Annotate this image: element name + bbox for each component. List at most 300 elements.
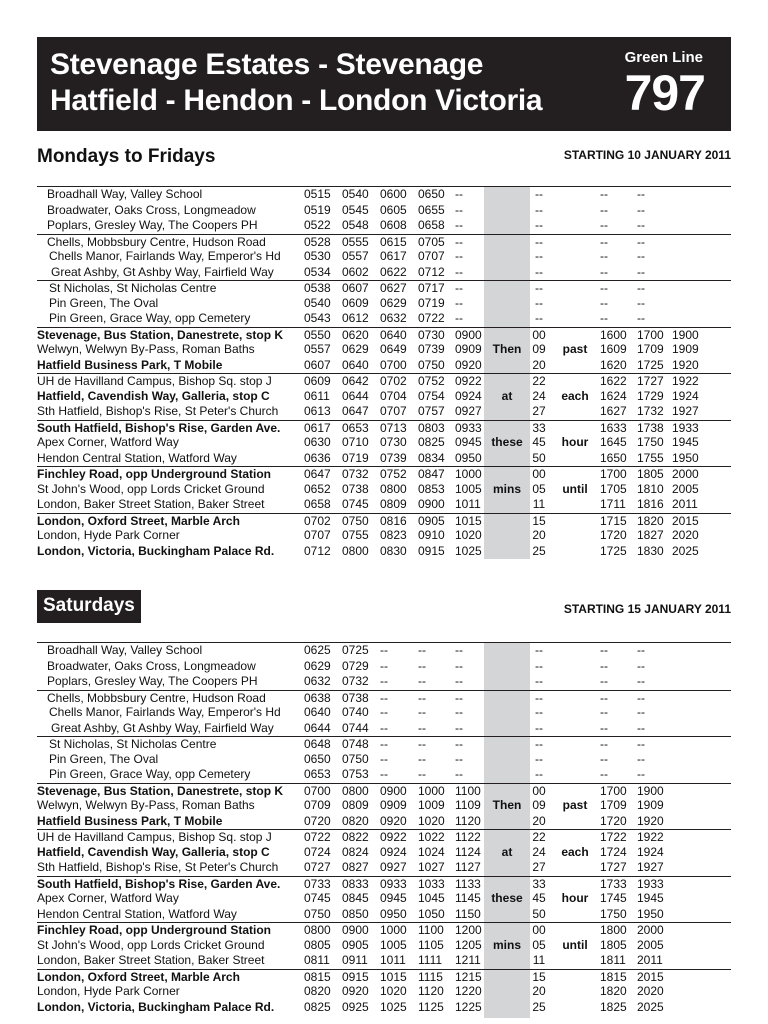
departure-time: 0805	[304, 937, 331, 952]
timetable-row	[37, 249, 731, 265]
departure-time: 1920	[637, 813, 664, 828]
departure-time: 0920	[455, 357, 482, 372]
minutes-past-hour: --	[535, 281, 543, 295]
departure-time: 0825	[418, 435, 445, 449]
departure-time: 1816	[637, 497, 664, 511]
departure-time: 1011	[455, 497, 481, 511]
stop-name: London, Oxford Street, Marble Arch	[37, 513, 240, 528]
departure-time: --	[637, 737, 645, 751]
departure-time: 1045	[418, 891, 445, 905]
departure-time: 0712	[304, 543, 331, 558]
departure-time: 0750	[342, 513, 369, 528]
departure-time: --	[455, 767, 463, 781]
frequency-note: until	[562, 937, 588, 952]
departure-time: 0702	[380, 374, 407, 388]
departure-time: 0550	[304, 327, 331, 342]
timetable-row	[37, 513, 731, 530]
departure-time: 0534	[304, 264, 331, 279]
departure-time: 0612	[342, 311, 369, 325]
stop-name: Hatfield Business Park, T Mobile	[37, 813, 223, 828]
departure-time: --	[455, 187, 463, 201]
departure-time: 1211	[455, 953, 481, 967]
minutes-past-hour: 50	[532, 906, 546, 921]
departure-time: 1745	[600, 891, 627, 905]
departure-time: 0710	[342, 435, 369, 449]
departure-time: 1145	[455, 891, 481, 905]
minutes-past-hour: 25	[532, 543, 546, 558]
departure-time: 1000	[418, 783, 445, 798]
departure-time: 0750	[304, 906, 331, 921]
departure-time: 0750	[418, 357, 445, 372]
departure-time: 1933	[637, 876, 664, 891]
departure-time: 1720	[600, 528, 627, 542]
departure-time: --	[418, 737, 426, 751]
timetable-row	[37, 1000, 731, 1016]
departure-time: --	[600, 311, 608, 325]
departure-time: 0847	[418, 467, 445, 481]
minutes-past-hour: 05	[532, 937, 546, 952]
departure-time: --	[637, 705, 645, 719]
minutes-past-hour: --	[535, 737, 543, 751]
departure-time: 0905	[342, 937, 369, 952]
timetable-row	[37, 721, 731, 737]
timetable-row	[37, 690, 731, 707]
departure-time: 0820	[304, 984, 331, 998]
stop-name: South Hatfield, Bishop's Rise, Garden Ave.	[37, 876, 281, 891]
departure-time: 0530	[304, 249, 331, 263]
departure-time: 1820	[600, 984, 627, 998]
timetable-row	[37, 705, 731, 721]
departure-time: --	[600, 264, 608, 279]
departure-time: 0650	[418, 187, 445, 201]
departure-time: 1920	[672, 357, 699, 372]
departure-time: 0827	[342, 860, 369, 874]
departure-time: 0648	[304, 737, 331, 751]
minutes-past-hour: 33	[532, 876, 546, 891]
stop-name: Finchley Road, opp Underground Station	[37, 467, 271, 481]
departure-time: 1111	[418, 953, 443, 967]
timetable-row	[37, 984, 731, 1000]
departure-time: --	[418, 705, 426, 719]
timetable-row	[37, 296, 731, 312]
minutes-past-hour: --	[535, 249, 543, 263]
departure-time: 1011	[380, 953, 406, 967]
departure-time: --	[600, 767, 608, 781]
departure-time: 0548	[342, 218, 369, 232]
saturday-timetable	[37, 642, 731, 1018]
departure-time: 1000	[455, 467, 482, 481]
stop-name: London, Baker Street Station, Baker Street	[37, 953, 265, 967]
departure-time: 0519	[304, 202, 331, 217]
departure-time: --	[600, 187, 608, 201]
departure-time: 0729	[342, 658, 369, 673]
departure-time: 1150	[455, 906, 481, 921]
departure-time: 0740	[342, 705, 369, 719]
departure-time: --	[418, 643, 426, 657]
frequency-note: these	[491, 435, 523, 449]
departure-time: 1620	[600, 357, 627, 372]
minutes-past-hour: 15	[532, 969, 546, 984]
departure-time: 0652	[304, 481, 331, 496]
minutes-past-hour: --	[535, 658, 543, 673]
timetable-row	[37, 311, 731, 327]
departure-time: --	[455, 281, 463, 295]
departure-time: 1700	[600, 783, 627, 798]
departure-time: 0629	[380, 295, 407, 310]
departure-time: 0640	[342, 357, 369, 372]
departure-time: 1738	[637, 420, 664, 435]
departure-time: --	[380, 690, 388, 705]
timetable-row	[37, 922, 731, 939]
departure-time: 1755	[637, 450, 664, 465]
departure-time: 0900	[455, 327, 482, 342]
timetable-row	[37, 466, 731, 483]
departure-time: 1100	[455, 783, 481, 798]
departure-time: 1909	[637, 798, 664, 812]
stop-name: St John's Wood, opp Lords Cricket Ground	[37, 481, 265, 496]
departure-time: 1900	[672, 327, 699, 342]
stop-name: Sth Hatfield, Bishop's Rise, St Peter's Church	[37, 404, 279, 418]
departure-time: 0625	[304, 643, 331, 657]
saturday-start-date: STARTING 15 JANUARY 2011	[563, 602, 731, 616]
departure-time: 0707	[418, 249, 445, 263]
timetable-row	[37, 528, 731, 544]
minutes-past-hour: 11	[532, 497, 546, 511]
timetable-row	[37, 404, 731, 420]
minutes-past-hour: --	[535, 202, 543, 217]
frequency-note: these	[491, 891, 523, 905]
departure-time: --	[600, 202, 608, 217]
stop-name: London, Hyde Park Corner	[37, 528, 180, 542]
minutes-past-hour: --	[535, 187, 543, 201]
frequency-note: at	[501, 844, 513, 859]
departure-time: 1622	[600, 374, 627, 388]
departure-time: 0845	[342, 891, 369, 905]
departure-time: 0724	[304, 844, 331, 859]
departure-time: 1127	[455, 860, 481, 874]
minutes-past-hour: 20	[532, 528, 546, 542]
departure-time: --	[455, 658, 463, 673]
departure-time: --	[455, 218, 463, 232]
minutes-past-hour: --	[535, 767, 543, 781]
departure-time: 1005	[455, 481, 482, 496]
departure-time: 0732	[342, 467, 369, 481]
timetable-row	[37, 752, 731, 768]
minutes-past-hour: 45	[532, 435, 546, 449]
departure-time: 0557	[304, 342, 331, 356]
departure-time: 2000	[672, 467, 699, 481]
departure-time: --	[418, 690, 426, 705]
departure-time: --	[637, 202, 645, 217]
departure-time: 0738	[342, 690, 369, 705]
departure-time: 0744	[342, 720, 369, 735]
departure-time: 1727	[600, 860, 627, 874]
departure-time: 0824	[342, 844, 369, 859]
departure-time: 0712	[418, 264, 445, 279]
timetable-row	[37, 187, 731, 203]
departure-time: 0700	[380, 357, 407, 372]
departure-time: 0825	[304, 999, 331, 1014]
timetable-row	[37, 829, 731, 846]
departure-time: 0753	[342, 767, 369, 781]
departure-time: --	[455, 643, 463, 657]
stop-name: London, Victoria, Buckingham Palace Rd.	[37, 999, 275, 1014]
departure-time: 1722	[600, 830, 627, 844]
weekday-timetable	[37, 186, 731, 559]
departure-time: 0638	[304, 690, 331, 705]
departure-time: 0705	[418, 234, 445, 249]
departure-time: 1750	[600, 906, 627, 921]
departure-time: 1700	[600, 467, 627, 481]
departure-time: 0922	[455, 374, 482, 388]
departure-time: 1909	[672, 342, 699, 356]
departure-time: 0822	[342, 830, 369, 844]
departure-time: 1022	[418, 830, 445, 844]
departure-time: 1205	[455, 937, 482, 952]
timetable-row	[37, 659, 731, 675]
departure-time: --	[600, 249, 608, 263]
departure-time: 0647	[304, 467, 331, 481]
departure-time: 0748	[342, 737, 369, 751]
departure-time: --	[637, 234, 645, 249]
departure-time: --	[600, 690, 608, 705]
departure-time: --	[637, 281, 645, 295]
departure-time: 0820	[342, 813, 369, 828]
departure-time: 0920	[380, 813, 407, 828]
departure-time: 2011	[637, 953, 663, 967]
stop-name: Chells, Mobbsbury Centre, Hudson Road	[47, 234, 266, 249]
departure-time: 0543	[304, 311, 331, 325]
departure-time: 1220	[455, 984, 482, 998]
departure-time: 0632	[304, 674, 331, 688]
stop-name: St John's Wood, opp Lords Cricket Ground	[37, 937, 265, 952]
departure-time: 0730	[380, 435, 407, 449]
departure-time: 0909	[455, 342, 482, 356]
departure-time: 0632	[380, 311, 407, 325]
frequency-note: hour	[561, 891, 589, 905]
departure-time: 0910	[418, 528, 445, 542]
departure-time: --	[600, 751, 608, 766]
departure-time: --	[455, 705, 463, 719]
stop-name: St Nicholas, St Nicholas Centre	[49, 281, 217, 295]
route-title-line1: Stevenage Estates - Stevenage	[50, 48, 484, 81]
minutes-past-hour: 22	[532, 830, 546, 844]
departure-time: --	[455, 202, 463, 217]
timetable-row	[37, 544, 731, 560]
departure-time: --	[418, 674, 426, 688]
minutes-past-hour: --	[535, 705, 543, 719]
timetable-row	[37, 938, 731, 954]
stop-name: Stevenage, Bus Station, Danestrete, stop K	[37, 783, 284, 798]
departure-time: 0752	[380, 467, 407, 481]
departure-time: 0617	[380, 249, 407, 263]
departure-time: 1815	[600, 969, 627, 984]
departure-time: 0555	[342, 234, 369, 249]
minutes-past-hour: 45	[532, 891, 546, 905]
departure-time: --	[418, 658, 426, 673]
departure-time: --	[600, 234, 608, 249]
departure-time: 1000	[380, 923, 407, 937]
timetable-row	[37, 358, 731, 374]
stop-name: Poplars, Gresley Way, The Coopers PH	[47, 218, 258, 232]
departure-time: 1125	[418, 999, 444, 1014]
departure-time: 1924	[637, 844, 664, 859]
departure-time: 0803	[418, 420, 445, 435]
departure-time: --	[380, 720, 388, 735]
departure-time: 0757	[418, 404, 445, 418]
departure-time: 1927	[637, 860, 664, 874]
timetable-row	[37, 643, 731, 659]
departure-time: 1750	[637, 435, 664, 449]
departure-time: 0540	[342, 187, 369, 201]
timetable-row	[37, 907, 731, 923]
departure-time: 0927	[455, 404, 482, 418]
stop-name: Broadhall Way, Valley School	[47, 643, 203, 657]
departure-time: 0754	[418, 388, 445, 403]
departure-time: 0909	[380, 798, 407, 812]
departure-time: 0600	[380, 187, 407, 201]
departure-time: 0658	[418, 218, 445, 232]
departure-time: --	[637, 311, 645, 325]
timetable-row	[37, 783, 731, 800]
weekday-section-title: Mondays to Fridays	[37, 146, 216, 167]
departure-time: 1709	[637, 342, 664, 356]
departure-time: --	[600, 720, 608, 735]
departure-time: 0709	[304, 798, 331, 812]
departure-time: --	[455, 737, 463, 751]
departure-time: 0800	[380, 481, 407, 496]
departure-time: 0607	[342, 281, 369, 295]
departure-time: 0602	[342, 264, 369, 279]
departure-time: --	[455, 720, 463, 735]
timetable-row	[37, 373, 731, 390]
departure-time: 0515	[304, 187, 331, 201]
departure-time: 1624	[600, 388, 627, 403]
departure-time: 1933	[672, 420, 699, 435]
departure-time: --	[455, 751, 463, 766]
minutes-past-hour: 00	[532, 923, 546, 937]
departure-time: 1810	[637, 481, 664, 496]
stop-name: UH de Havilland Campus, Bishop Sq. stop J	[37, 374, 272, 388]
departure-time: 0945	[455, 435, 482, 449]
frequency-note: past	[562, 342, 588, 356]
departure-time: 1633	[600, 420, 627, 435]
departure-time: 0752	[418, 374, 445, 388]
timetable-row	[37, 265, 731, 281]
departure-time: 0719	[418, 295, 445, 310]
stop-name: Welwyn, Welwyn By-Pass, Roman Baths	[37, 798, 255, 812]
departure-time: 0924	[380, 844, 407, 859]
departure-time: 1950	[672, 450, 699, 465]
departure-time: --	[455, 264, 463, 279]
departure-time: 1005	[380, 937, 407, 952]
departure-time: 0622	[380, 264, 407, 279]
departure-time: 0707	[380, 404, 407, 418]
minutes-past-hour: --	[535, 720, 543, 735]
departure-time: 1025	[455, 543, 482, 558]
departure-time: 2020	[637, 984, 664, 998]
timetable-row	[37, 234, 731, 251]
stop-name: London, Victoria, Buckingham Palace Rd.	[37, 543, 275, 558]
departure-time: 0607	[304, 357, 331, 372]
departure-time: --	[418, 720, 426, 735]
frequency-note: mins	[492, 937, 521, 952]
departure-time: 0933	[380, 876, 407, 891]
minutes-past-hour: 33	[532, 420, 546, 435]
departure-time: 1709	[600, 798, 627, 812]
departure-time: 1650	[600, 450, 627, 465]
departure-time: 0608	[380, 218, 407, 232]
departure-time: 1120	[418, 984, 444, 998]
departure-time: --	[637, 658, 645, 673]
departure-time: 0528	[304, 234, 331, 249]
timetable-row	[37, 767, 731, 783]
departure-time: 0945	[380, 891, 407, 905]
departure-time: 1927	[672, 404, 699, 418]
frequency-note: Then	[492, 342, 522, 356]
departure-time: 0620	[342, 327, 369, 342]
departure-time: 2015	[672, 513, 699, 528]
departure-time: --	[418, 767, 426, 781]
stop-name: London, Oxford Street, Marble Arch	[37, 969, 240, 984]
departure-time: 0617	[304, 420, 331, 435]
departure-time: 0722	[304, 830, 331, 844]
departure-time: 1725	[600, 543, 627, 558]
departure-time: 0745	[304, 891, 331, 905]
stop-name: Hatfield Business Park, T Mobile	[37, 357, 223, 372]
departure-time: 0850	[342, 906, 369, 921]
departure-time: 1025	[380, 999, 407, 1014]
departure-time: --	[637, 767, 645, 781]
departure-time: 0750	[342, 751, 369, 766]
timetable-row	[37, 389, 731, 405]
departure-time: --	[600, 643, 608, 657]
departure-time: 0800	[342, 783, 369, 798]
stop-name: Hatfield, Cavendish Way, Galleria, stop C	[37, 388, 270, 403]
departure-time: --	[380, 658, 388, 673]
departure-time: 0609	[304, 374, 331, 388]
departure-time: --	[418, 751, 426, 766]
departure-time: 0950	[380, 906, 407, 921]
departure-time: 0702	[304, 513, 331, 528]
departure-time: 1050	[418, 906, 445, 921]
departure-time: 1924	[672, 388, 699, 403]
timetable-row	[37, 451, 731, 467]
departure-time: 0809	[380, 497, 407, 511]
timetable-row	[37, 845, 731, 861]
departure-time: --	[455, 311, 463, 325]
departure-time: 0700	[304, 783, 331, 798]
stop-name: Broadwater, Oaks Cross, Longmeadow	[47, 202, 256, 217]
departure-time: --	[455, 234, 463, 249]
departure-time: 0900	[380, 783, 407, 798]
departure-time: 1609	[600, 342, 627, 356]
departure-time: 0655	[418, 202, 445, 217]
stop-name: Apex Corner, Watford Way	[37, 435, 179, 449]
timetable-row	[37, 435, 731, 451]
departure-time: 1922	[672, 374, 699, 388]
departure-time: 0557	[342, 249, 369, 263]
departure-time: --	[380, 737, 388, 751]
stop-name: South Hatfield, Bishop's Rise, Garden Ave.	[37, 420, 281, 435]
minutes-past-hour: 09	[532, 342, 546, 356]
minutes-past-hour: 24	[532, 388, 546, 403]
departure-time: 0950	[455, 450, 482, 465]
departure-time: 1827	[637, 528, 664, 542]
departure-time: 1133	[455, 876, 481, 891]
frequency-note: mins	[492, 481, 521, 496]
minutes-past-hour: 11	[532, 953, 546, 967]
